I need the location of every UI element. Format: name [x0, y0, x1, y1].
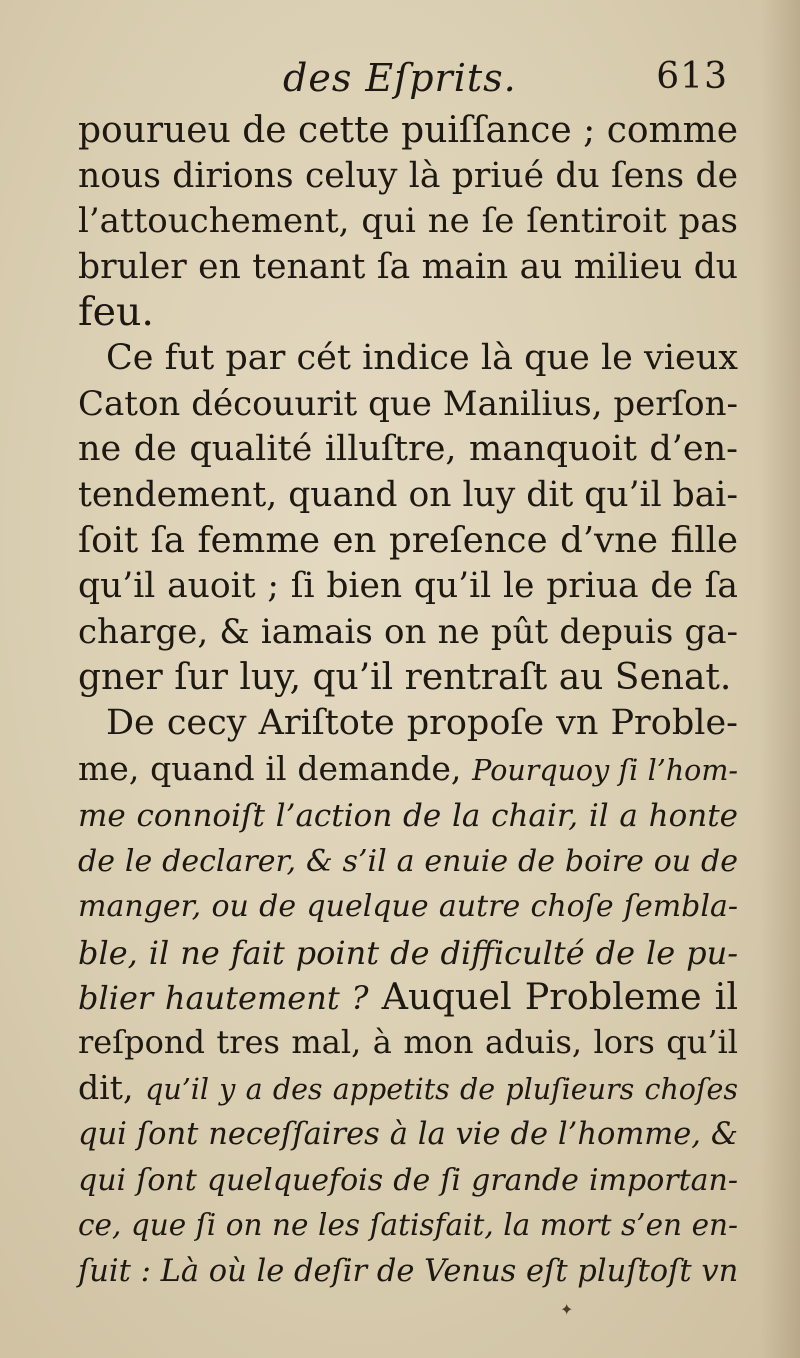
roman-text: me, quand il demande,: [78, 749, 473, 789]
italic-quote: ble, il ne fait point de difficulté de le pu-: [78, 933, 738, 972]
text-line: ſoit ſa femme en preſence d’vne fille: [78, 520, 738, 562]
running-head-title: des Eſprits.: [283, 56, 517, 100]
page-number: 613: [656, 56, 728, 97]
paragraph-start-line: De cecy Ariſtote propoſe vn Proble-: [106, 702, 738, 743]
page-edge-shadow: [760, 0, 800, 1358]
text-line: l’attouchement, qui ne ſe ſentiroit pas: [78, 201, 738, 242]
italic-quote: Pourquoy ſi l’hom-: [472, 754, 738, 788]
text-line: [78, 1065, 738, 1111]
italic-quote: ſuit : Là où le deſir de Venus eſt pluſtoſt vn: [78, 1253, 739, 1289]
text-line: [78, 974, 738, 1020]
italic-quote: blier hautement ?: [78, 979, 369, 1018]
italic-quote: qu’il y a des appetits de pluſieurs choſes: [145, 1073, 738, 1107]
text-line: [78, 792, 738, 838]
text-line: ne de qualité illuſtre, manquoit d’en-: [78, 429, 738, 470]
text-block: [78, 52, 738, 1293]
text-line: [78, 1157, 738, 1203]
roman-text: dit,: [78, 1068, 146, 1108]
body-text: [78, 108, 738, 1293]
text-line: [78, 929, 738, 975]
italic-quote: de le declarer, & s’il a enuie de boire ou de: [78, 843, 738, 879]
text-line: charge, & iamais on ne pût depuis ga-: [78, 611, 738, 652]
text-line: [78, 746, 738, 792]
text-line: Caton découurit que Manilius, perſon-: [78, 383, 738, 424]
text-line: pourueu de cette puiſſance ; comme: [78, 110, 739, 151]
text-line: [78, 1202, 738, 1248]
roman-text: Auquel Probleme il: [368, 975, 739, 1019]
text-line: gner ſur luy, qu’il rentraſt au Senat.: [78, 657, 732, 699]
roman-text: reſpond tres mal, à mon aduis, lors qu’il: [78, 1022, 738, 1061]
text-line: [78, 1248, 738, 1294]
running-head: [78, 52, 738, 108]
text-line: [78, 1111, 738, 1157]
italic-quote: ce, que ſi on ne les ſatisfait, la mort s’en en-: [78, 1208, 738, 1243]
text-line: [78, 883, 738, 929]
text-line: [78, 838, 738, 884]
text-line: nous dirions celuy là priué du ſens de: [78, 155, 738, 196]
text-line: tendement, quand on luy dit qu’il bai-: [78, 474, 738, 515]
italic-quote: manger, ou de quelque autre choſe ſembla-: [78, 889, 738, 925]
text-line: feu.: [78, 289, 154, 336]
paragraph-start-line: Ce fut par cét indice là que le vieux: [106, 337, 738, 378]
italic-quote: qui ſont neceſſaires à la vie de l’homme, &: [78, 1117, 738, 1153]
italic-quote: me connoiſt l’action de la chair, il a honte: [78, 797, 738, 834]
ornament-dot-icon: ✦: [560, 1300, 574, 1319]
italic-quote: qui ſont quelquefois de ſi grande importan-: [78, 1162, 738, 1198]
text-line: [78, 1020, 738, 1066]
text-line: bruler en tenant ſa main au milieu du: [78, 246, 738, 287]
text-line: qu’il auoit ; ſi bien qu’il le priua de ſa: [78, 565, 738, 606]
